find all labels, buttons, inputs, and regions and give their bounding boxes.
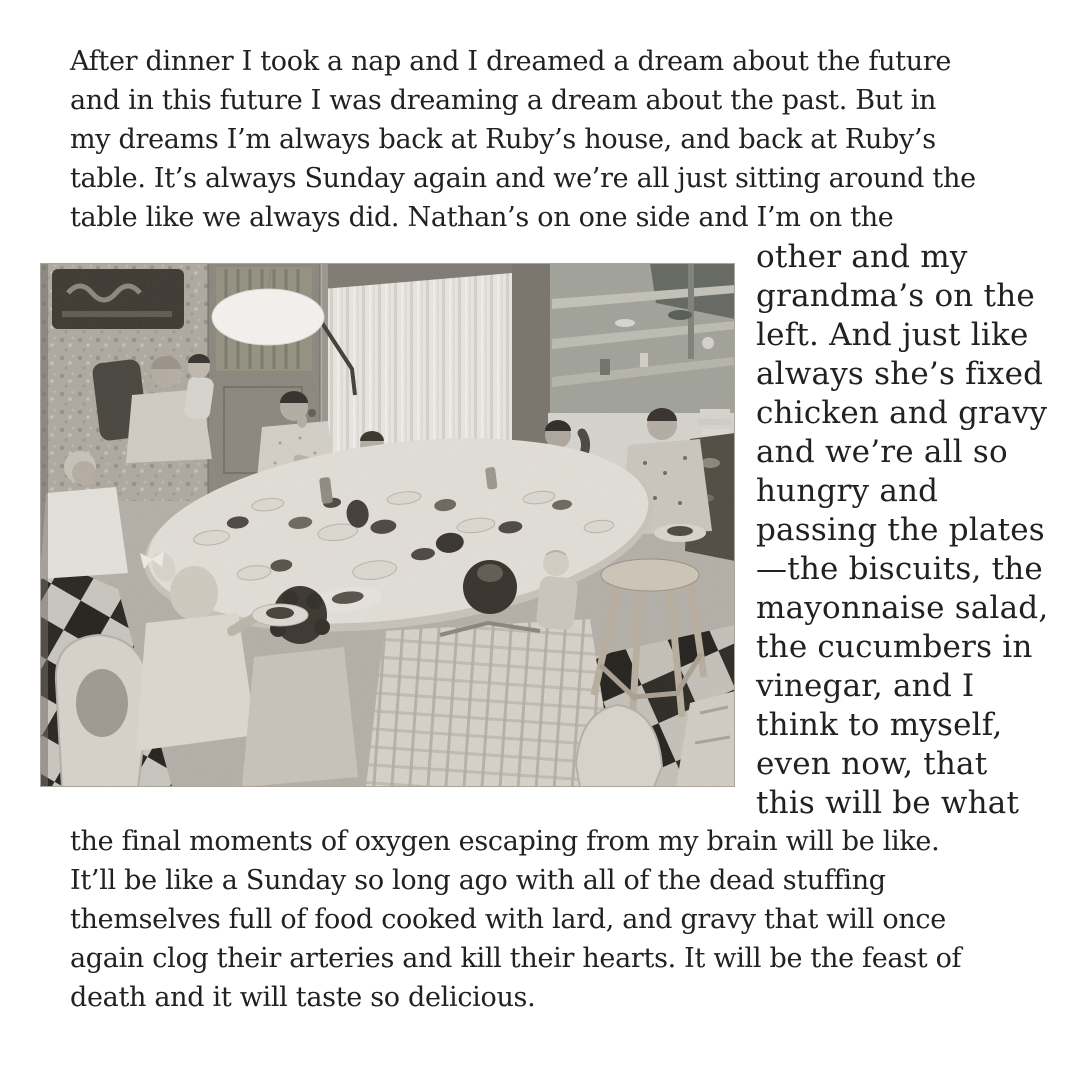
family-dinner-photo	[40, 263, 735, 787]
story-line: my dreams I’m always back at Ruby’s house, and back at Ruby’s	[70, 124, 936, 155]
story-line: table like we always did. Nathan’s on one side and I’m on the	[70, 202, 894, 233]
story-line: think to myself,	[756, 707, 1003, 743]
story-line: other and my	[756, 239, 968, 275]
story-line: always she’s fixed	[756, 356, 1044, 392]
story-line: death and it will taste so delicious.	[70, 982, 536, 1013]
paragraph-right-of-photo	[756, 238, 1048, 823]
paragraph-bottom	[70, 822, 961, 1017]
story-line: It’ll be like a Sunday so long ago with all of the dead stuffing	[70, 865, 886, 896]
story-line: mayonnaise salad,	[756, 590, 1049, 626]
story-line: chicken and gravy	[756, 395, 1048, 431]
story-line: vinegar, and I	[756, 668, 975, 704]
story-line: the final moments of oxygen escaping from my brain will be like.	[70, 826, 940, 857]
story-line: again clog their arteries and kill their hearts. It will be the feast of	[70, 943, 962, 974]
story-line: hungry and	[756, 473, 939, 509]
story-line: grandma’s on the	[756, 278, 1035, 314]
story-line: and in this future I was dreaming a dream about the past. But in	[70, 85, 937, 116]
story-line: even now, that	[756, 746, 988, 782]
story-line: themselves full of food cooked with lard, and gravy that will once	[70, 904, 946, 935]
story-line: —the biscuits, the	[756, 551, 1043, 587]
family-dinner-photo-svg	[40, 263, 735, 787]
story-line: After dinner I took a nap and I dreamed a dream about the future	[70, 46, 952, 77]
paragraph-top	[70, 42, 976, 237]
story-line: table. It’s always Sunday again and we’re all just sitting around the	[70, 163, 976, 194]
story-line: the cucumbers in	[756, 629, 1033, 665]
story-line: and we’re all so	[756, 434, 1008, 470]
story-line: passing the plates	[756, 512, 1045, 548]
film-grain	[40, 263, 735, 787]
story-line: this will be what	[756, 785, 1020, 821]
story-line: left. And just like	[756, 317, 1029, 353]
